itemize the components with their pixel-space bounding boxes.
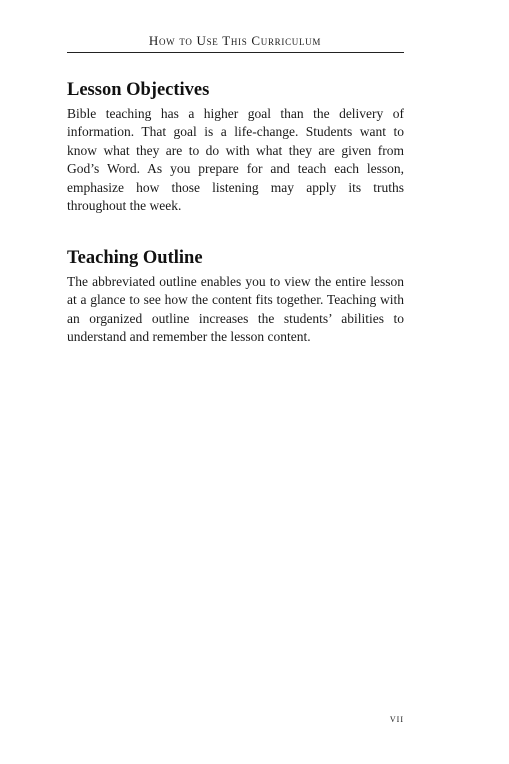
- page-number: vii: [389, 711, 404, 725]
- section-heading: Lesson Objectives: [67, 80, 210, 100]
- running-header: How to Use This Curriculum: [148, 33, 322, 48]
- section-teaching-outline: [67, 246, 404, 347]
- section-lesson-objectives: [67, 78, 404, 215]
- header-rule: [67, 52, 404, 53]
- section-body: Bible teaching has a higher goal than the delivery of information. That goal is a life-change. Students want to know what they are to do with what they are given from God’s Word. As you prepare for and teach each lesson, emphasize how those listening may apply its truths throughout the week.: [67, 106, 404, 214]
- section-body: The abbreviated outline enables you to view the entire lesson at a glance to see how the content fits together. Teaching with an organized outline increases the students’ abilities to understand and remember the lesson content.: [67, 274, 404, 345]
- section-heading: Teaching Outline: [67, 248, 203, 268]
